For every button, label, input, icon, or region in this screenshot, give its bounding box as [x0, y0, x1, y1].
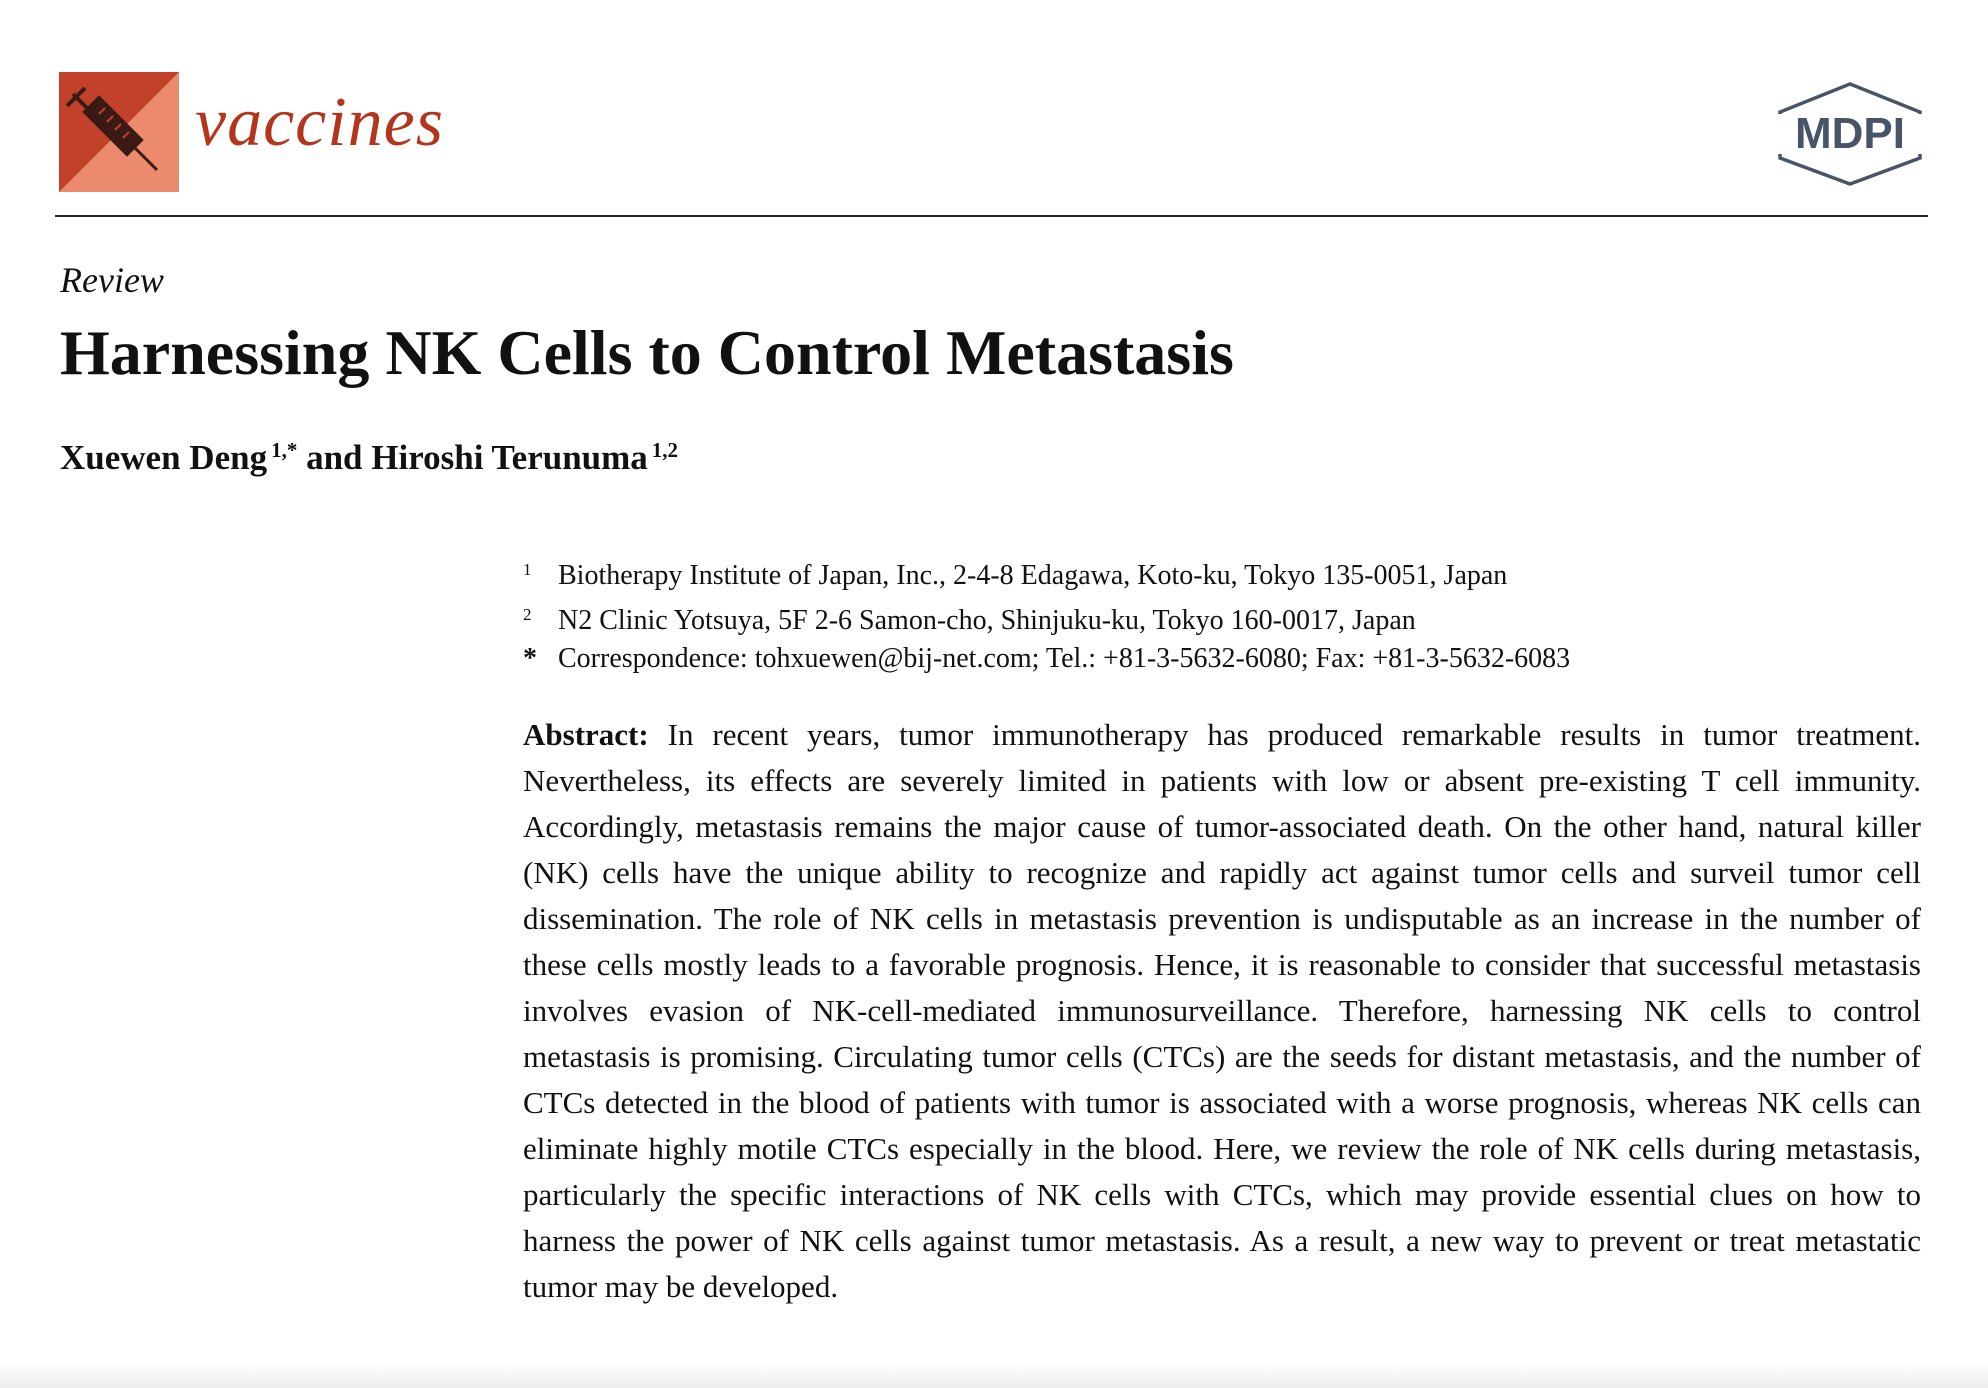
author-affiliation-marks: 1,* — [271, 438, 298, 462]
affiliation-item — [523, 551, 1570, 596]
author-affiliation-marks: 1,2 — [651, 438, 679, 462]
affiliation-marker: 2 — [523, 604, 532, 624]
vaccines-syringe-logo-icon — [59, 72, 179, 192]
affiliation-marker: 1 — [523, 560, 532, 579]
author-connector: and — [306, 438, 363, 477]
publisher-name: MDPI — [1795, 109, 1905, 158]
mdpi-logo-icon — [1772, 80, 1928, 188]
article-type: Review — [60, 260, 164, 300]
article-title: Harnessing NK Cells to Control Metastasis — [60, 317, 1234, 388]
correspondence-text: Correspondence: tohxuewen@bij-net.com; Tel.: +81-3-5632-6080; Fax: +81-3-5632-6083 — [558, 643, 1571, 674]
correspondence-item — [523, 640, 1570, 679]
page-bottom-shadow — [0, 1362, 1988, 1388]
affiliation-text: N2 Clinic Yotsuya, 5F 2-6 Samon-cho, Shinjuku-ku, Tokyo 160-0017, Japan — [558, 604, 1416, 636]
abstract-text: In recent years, tumor immunotherapy has produced remarkable results in tumor treatment. Nevertheless, its effects are severely limited in patients with low or absent pre-existing T cell immunity. Accordingly, metastasis remains the major cause of tumor-associated death. On the other hand, natural killer (NK) cells have the unique ability to recognize and rapidly act against tumor cells and surveil tumor cell dissemination. The role of NK cells in metastasis prevention is undisputable as an increase in the number of these cells mostly leads to a favorable prognosis. Hence, it is reasonable to consider that successful metastasis involves evasion of NK-cell-mediated immunosurveillance. Therefore, harnessing NK cells to control metastasis is promising. Circulating tumor cells (CTCs) are the seeds for distant metastasis, and the number of CTCs detected in the blood of patients with tumor is associated with a worse prognosis, whereas NK cells can eliminate highly motile CTCs especially in the blood. Here, we review the role of NK cells during metastasis, particularly the specific interactions of NK cells with CTCs, which may provide essential clues on how to harness the power of NK cells against tumor metastasis. As a result, a new way to prevent or treat metastatic tumor may be developed. — [523, 717, 1922, 1304]
author-name: Hiroshi Terunuma — [371, 438, 648, 477]
abstract — [523, 712, 1921, 1310]
correspondence-marker: * — [523, 643, 537, 674]
author-list — [60, 440, 678, 475]
affiliations — [523, 551, 1570, 679]
affiliation-item — [523, 596, 1570, 641]
header-divider — [55, 215, 1928, 217]
journal-header — [55, 60, 1928, 220]
journal-name: vaccines — [195, 84, 444, 161]
author-name: Xuewen Deng — [60, 438, 268, 477]
affiliation-text: Biotherapy Institute of Japan, Inc., 2-4-8 Edagawa, Koto-ku, Tokyo 135-0051, Japan — [558, 560, 1508, 591]
abstract-label: Abstract: — [523, 717, 649, 752]
